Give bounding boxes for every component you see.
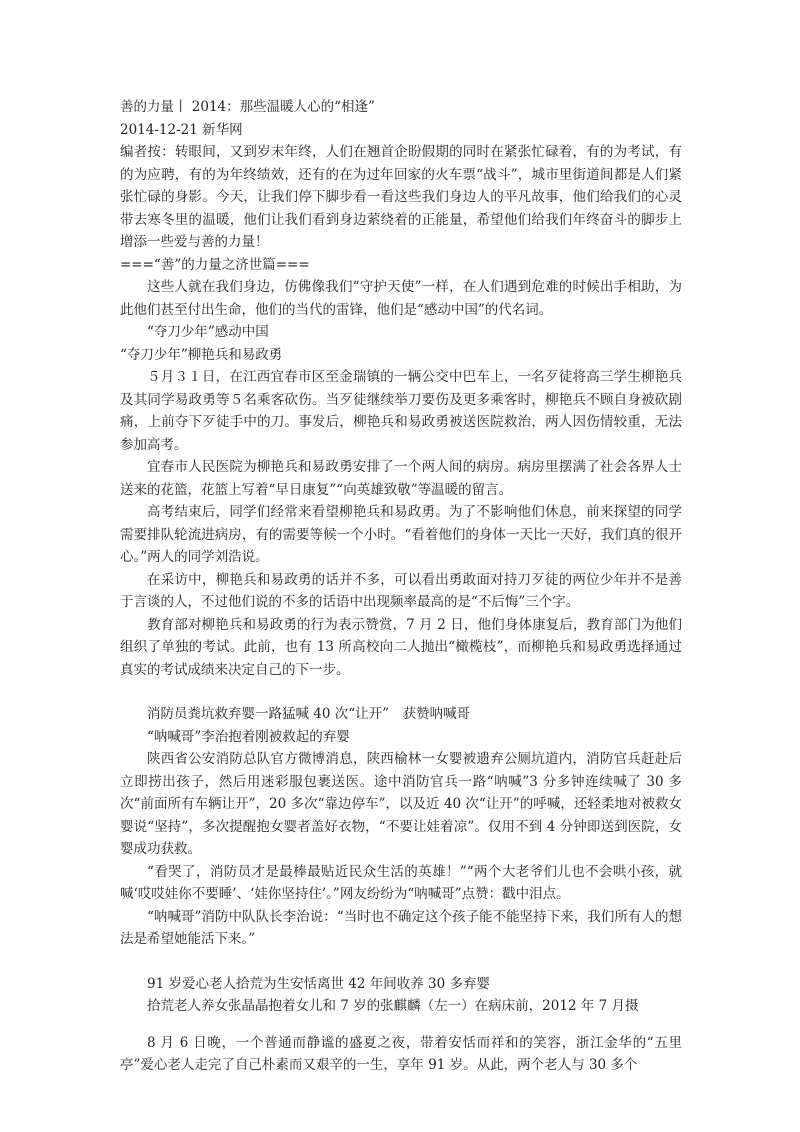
story2-paragraph-2: “看哭了，消防员才是最棒最贴近民众生活的英雄！”“两个大老爷们儿也不会哄小孩，就喊‘哎哎娃你不要睡’、‘娃你坚持住’。”网友纷纷为“呐喊哥”点赞：戳中泪点。	[120, 863, 682, 902]
section-intro: 这些人就在我们身边，仿佛像我们“守护天使”一样，在人们遇到危难的时候出手相助，为此他们甚至付出生命，他们的当代的雷锋，他们是“感动中国”的代名词。	[120, 279, 682, 318]
story1-paragraph-4: 在采访中，柳艳兵和易政勇的话并不多，可以看出勇敢面对持刀歹徒的两位少年并不是善于言谈的人，不过他们说的不多的话语中出现频率最高的是“不后悔”三个字。	[120, 571, 682, 610]
spacer	[120, 951, 682, 973]
spacer	[120, 681, 682, 703]
story2-paragraph-1: 陕西省公安消防总队官方微博消息，陕西榆林一女婴被遗弃公厕坑道内，消防官兵赶赴后立即捞出孩子，然后用迷彩服包裹送医。途中消防官兵一路“呐喊”3 分多钟连续喊了 30 多次“前面所有车辆让开”，20 多次“靠边停车”，以及近 40 次“让开”的呼喊，还轻柔地对被救女婴说“坚持”，多次提醒抱女婴者盖好衣物，“不要让娃着凉”。仅用不到 4 分钟即送到医院，女婴成功获救。	[120, 751, 682, 857]
story2-photo-caption: “呐喊哥”李治抱着刚被救起的弃婴	[147, 728, 350, 745]
story3-photo-caption: 拾荒老人养女张晶晶抱着女儿和 7 岁的张麒麟（左一）在病床前，2012 年 7 月摄	[147, 998, 639, 1014]
story2-paragraph-3: “呐喊哥”消防中队队长李治说：“当时也不确定这个孩子能不能坚持下来，我们所有人的想法是希望她能活下来。”	[120, 908, 682, 947]
story1-heading: “夺刀少年”感动中国	[147, 324, 269, 340]
story2-heading: 消防员粪坑救弃婴一路猛喊 40 次“让开” 获赞呐喊哥	[147, 706, 471, 722]
story1-paragraph-3: 高考结束后，同学们经常来看望柳艳兵和易政勇。为了不影响他们休息，前来探望的同学需要排队轮流进病房，有的需要等候一个小时。“看着他们的身体一天比一天好，我们真的很开心。”两人的同学刘浩说。	[120, 504, 682, 565]
article	[120, 96, 682, 1077]
story1-paragraph-5: 教育部对柳艳兵和易政勇的行为表示赞赏，7 月 2 日，他们身体康复后，教育部门为他们组织了单独的考试。此前，也有 13 所高校向二人抛出“橄榄枝”，而柳艳兵和易政勇选择通过真实的考试成绩来决定自己的下一步。	[120, 616, 682, 678]
article-title: 善的力量丨 2014：那些温暖人心的“相逢”	[120, 99, 375, 115]
editor-note: 编者按：转眼间，又到岁末年终，人们在翘首企盼假期的同时在紧张忙碌着，有的为考试，有的为应聘，有的为年终绩效，还有的在为过年回家的火车票“战斗”，城市里街道间都是人们紧张忙碌的身影。今天，让我们停下脚步看一看这些我们身边人的平凡故事，他们给我们的心灵带去寒冬里的温暖，他们让我们看到身边萦绕着的正能量，希望他们给我们年终奋斗的脚步上增添一些爱与善的力量！	[120, 144, 682, 250]
section-heading: ===“善”的力量之济世篇===	[120, 256, 310, 273]
story3-heading: 91 岁爱心老人拾荒为生安恬离世 42 年间收养 30 多弃婴	[147, 975, 490, 992]
story1-paragraph-1: ５月３１日，在江西宜春市区至金瑞镇的一辆公交中巴车上，一名歹徒将高三学生柳艳兵及其同学易政勇等５名乘客砍伤。当歹徒继续举刀要伤及更多乘客时，柳艳兵不顾自身被砍剧痛，上前夺下歹徒手中的刀。事发后，柳艳兵和易政勇被送医院救治，两人因伤情较重，无法参加高考。	[120, 369, 682, 453]
story3-paragraph-1: 8 月 6 日晚，一个普通而静谧的盛夏之夜，带着安恬而祥和的笑容，浙江金华的“五里亭”爱心老人走完了自己朴素而又艰辛的一生，享年 91 岁。从此，两个老人与 30 多个	[120, 1034, 682, 1073]
story1-photo-caption: “夺刀少年”柳艳兵和易政勇	[120, 346, 283, 363]
article-date-source: 2014-12-21 新华网	[120, 121, 243, 138]
spacer	[120, 1018, 682, 1032]
story1-paragraph-2: 宜春市人民医院为柳艳兵和易政勇安排了一个两人间的病房。病房里摆满了社会各界人士送来的花篮，花篮上写着“早日康复”“向英雄致敬”等温暖的留言。	[120, 459, 682, 498]
